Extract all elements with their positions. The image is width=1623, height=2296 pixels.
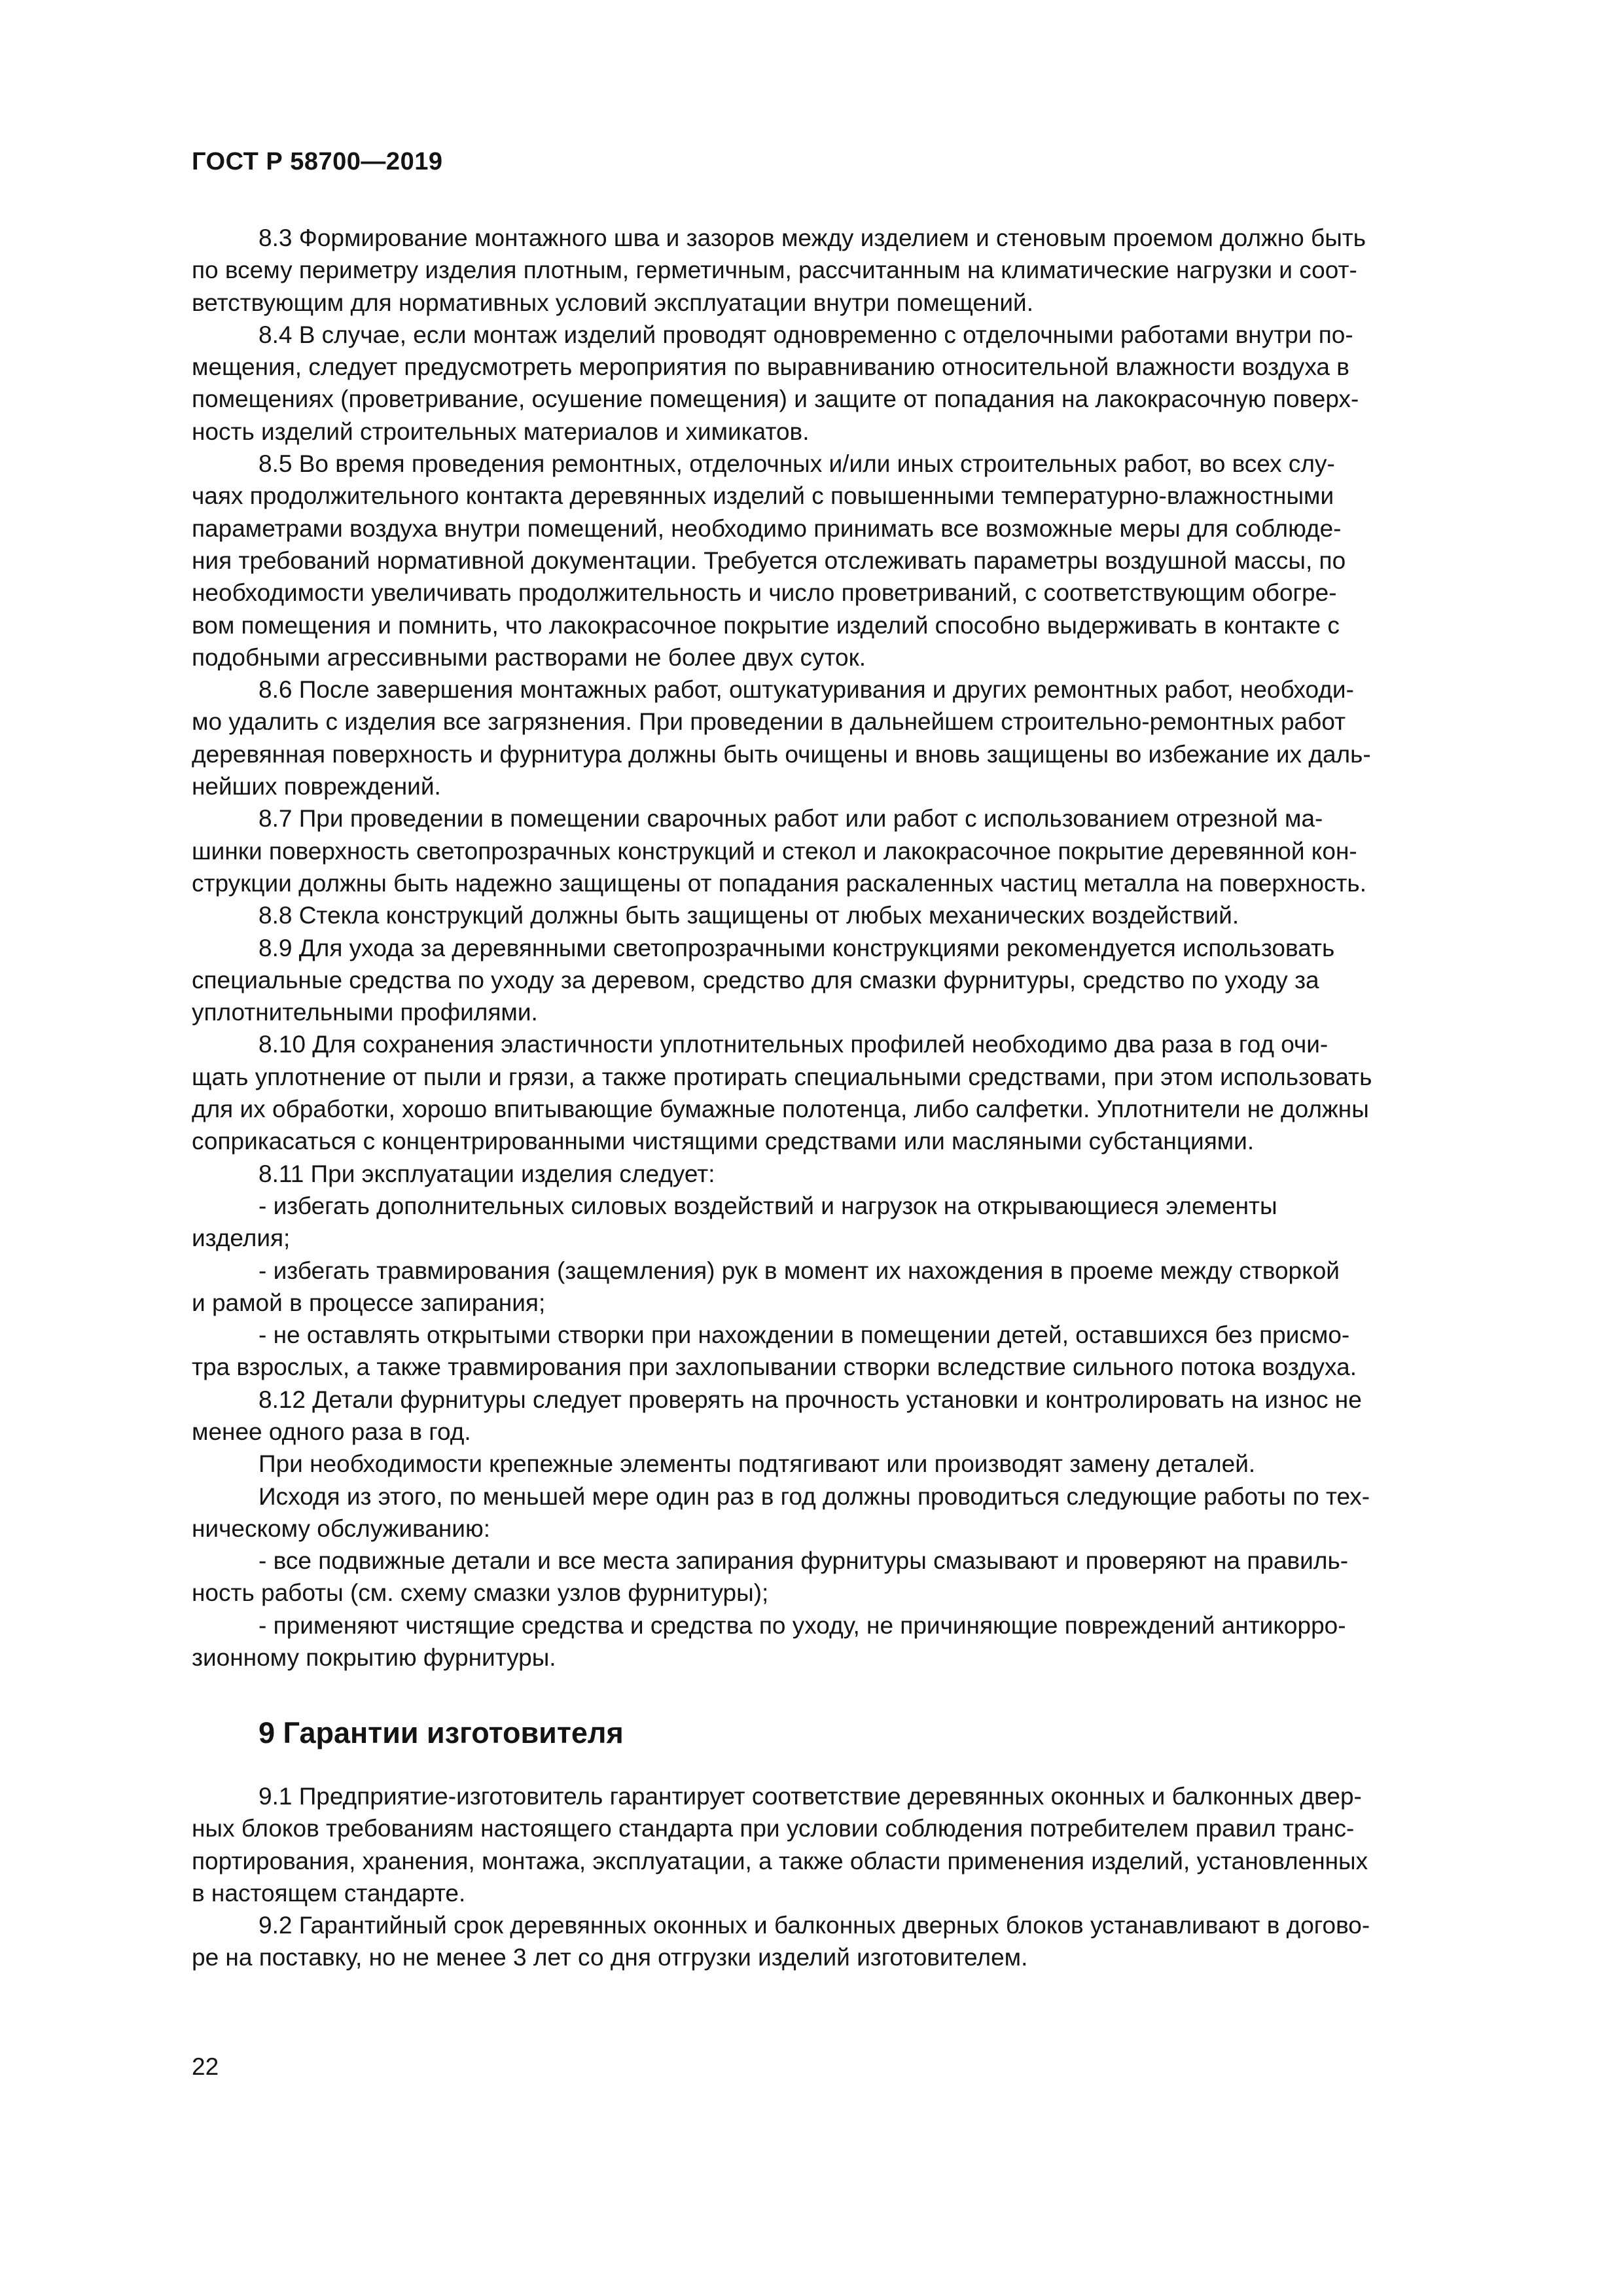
paragraph-8-12: 8.12 Детали фурнитуры следует проверять на прочность установки и контролировать на износ не менее одного раза в год. [192,1386,1362,1445]
paragraph-9-1: 9.1 Предприятие-изготовитель гарантирует соответствие деревянных оконных и балконных двер- ных блоков требованиям настоящего стандарта при условии соблюдения потребителем правил транс- портирования, хранения, монтажа, эксплуатации, а также области применения изделий, установленных в настоящем стандарте. [192,1783,1368,1907]
paragraph-8-8: 8.8 Стекла конструкций должны быть защищены от любых механических воздействий. [259,902,1240,929]
list-item-8-12-b: - применяют чистящие средства и средства по уходу, не причиняющие повреждений антикорро- зионному покрытию фурнитуры. [192,1611,1346,1672]
document-code-header: ГОСТ Р 58700—2019 [192,148,443,175]
paragraph-9-2: 9.2 Гарантийный срок деревянных оконных и балконных дверных блоков устанавливают в догово- ре на поставку, но не менее 3 лет со дня отгрузки изделий изготовителем. [192,1912,1370,1971]
section-9-title: 9 Гарантии изготовителя [259,1716,624,1749]
paragraph-8-6: 8.6 После завершения монтажных работ, оштукатуривания и других ремонтных работ, необходи- мо удалить с изделия все загрязнения. При проведении в дальнейшем строительно-ремонтных работ деревянная поверхность и фурнитура должны быть очищены и вновь защищены во избежание их даль- нейших повреждений. [192,676,1371,800]
list-item-8-11-b: - избегать травмирования (защемления) рук в момент их нахождения в проеме между створкой и рамой в процессе запирания; [192,1257,1340,1316]
list-item-8-11-c: - не оставлять открытыми створки при нахождении в помещении детей, оставшихся без присмо- тра взрослых, а также травмирования при захлопывании створки вследствие сильного потока воздуха. [192,1321,1357,1381]
paragraph-8-7: 8.7 При проведении в помещении сварочных работ или работ с использованием отрезной ма- шинки поверхность светопрозрачных конструкций и стекол и лакокрасочное покрытие деревянной кон- струкции должны быть надежно защищены от попадания раскаленных частиц металла на поверхность. [192,805,1366,897]
paragraph-8-5: 8.5 Во время проведения ремонтных, отделочных и/или иных строительных работ, во всех слу- чаях продолжительного контакта деревянных изделий с повышенными температурно-влажностными параметрами воздуха внутри помещений, необходимо принимать все возможные меры для соблюде- ния требований нормативной документации. Требуется отслеживать параметры воздушной массы, по необходимости увеличивать продолжительность и число проветриваний, с соответствующим обогре- вом помещения и помнить, что лакокрасочное покрытие изделий способно выдерживать в контакте с подобными агрессивными растворами не более двух суток. [192,450,1346,671]
paragraph-8-10: 8.10 Для сохранения эластичности уплотнительных профилей необходимо два раза в год очи- щать уплотнение от пыли и грязи, а также протирать специальными средствами, при этом использовать для их обработки, хорошо впитывающие бумажные полотенца, либо салфетки. Уплотнители не должны соприкасаться с концентрированными чистящими средствами или масляными субстанциями. [192,1031,1372,1155]
list-item-8-11-a: - избегать дополнительных силовых воздействий и нагрузок на открывающиеся элементы изделия; [192,1192,1277,1252]
paragraph-8-12-maintenance: Исходя из этого, по меньшей мере один раз в год должны проводиться следующие работы по тех- ническому обслуживанию: [192,1482,1370,1542]
paragraph-8-11: 8.11 При эксплуатации изделия следует: [259,1160,715,1187]
paragraph-8-12-fasteners: При необходимости крепежные элементы подтягивают или производят замену деталей. [259,1450,1256,1478]
page-number: 22 [192,2053,219,2080]
paragraph-8-9: 8.9 Для ухода за деревянными светопрозрачными конструкциями рекомендуется использовать специальные средства по уходу за деревом, средство для смазки фурнитуры, средство по уходу за уплотнительными профилями. [192,934,1335,1026]
list-item-8-12-a: - все подвижные детали и все места запирания фурнитуры смазывают и проверяют на правиль- ность работы (см. схему смазки узлов фурнитуры); [192,1547,1349,1607]
section-9-body [192,1780,1496,1974]
paragraph-8-3: 8.3 Формирование монтажного шва и зазоров между изделием и стеновым проемом должно быть по всему периметру изделия плотным, герметичным, рассчитанным на климатические нагрузки и соот- ветствующим для нормативных условий эксплуатации внутри помещений. [192,224,1366,316]
section-8-body [192,222,1496,1674]
paragraph-8-4: 8.4 В случае, если монтаж изделий проводят одновременно с отделочными работами внутри по- мещения, следует предусмотреть мероприятия по выравниванию относительной влажности воздуха в помещениях (проветривание, осушение помещения) и защите от попадания на лакокрасочную поверх- ность изделий строительных материалов и химикатов. [192,321,1359,445]
